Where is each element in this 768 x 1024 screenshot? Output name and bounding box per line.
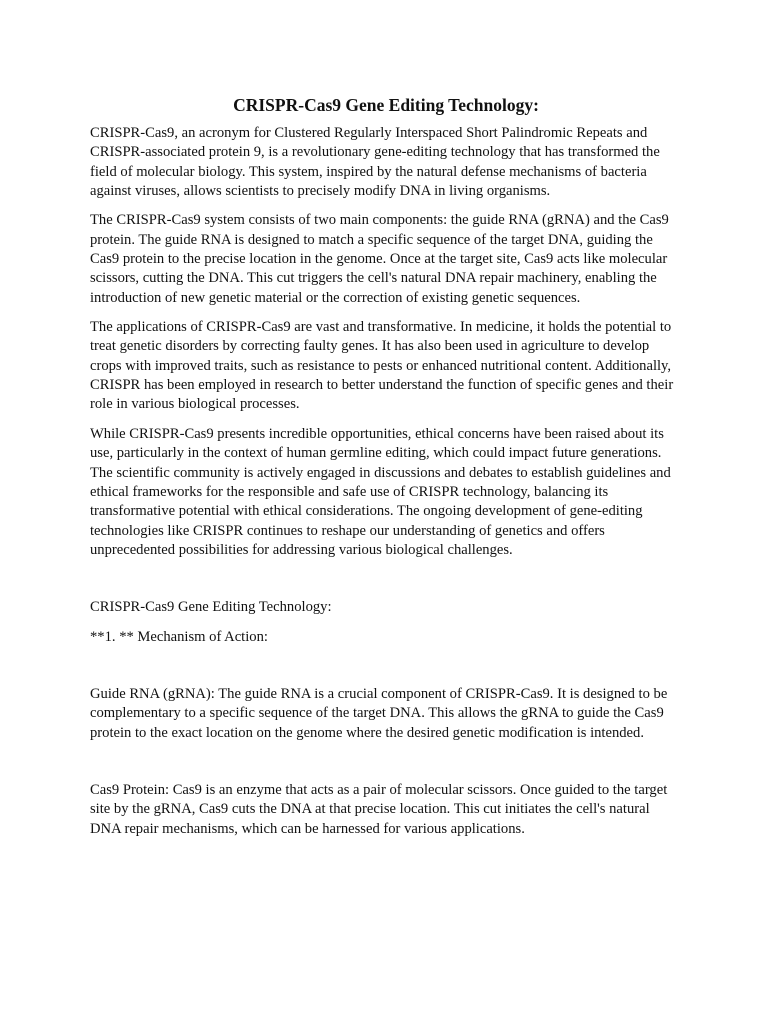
document-body (90, 94, 682, 839)
section-heading: CRISPR-Cas9 Gene Editing Technology: (90, 599, 332, 616)
paragraph-introduction: CRISPR-Cas9, an acronym for Clustered Regularly Interspaced Short Palindromic Repeats and CRISPR-associated protein 9, is a revolutionary gene-editing technology that has transformed the field of molecular biology. This system, inspired by the natural defense mechanisms of bacteria against viruses, allows scientists to precisely modify DNA in living organisms. (90, 125, 660, 200)
paragraph-applications: The applications of CRISPR-Cas9 are vast and transformative. In medicine, it holds the potential to treat genetic disorders by correcting faulty genes. It has also been used in agriculture to develop crops with improved traits, such as resistance to pests or enhanced nutritional content. Additionally, CRISPR has been employed in research to better understand the function of specific genes and their role in various biological processes. (90, 319, 674, 413)
paragraph-cas9-protein: Cas9 Protein: Cas9 is an enzyme that acts as a pair of molecular scissors. Once guided to the target site by the gRNA, Cas9 cuts the DNA at that precise location. This cut initiates the cell's natural DNA repair mechanisms, which can be harnessed for various applications. (90, 781, 668, 837)
paragraph-ethics: While CRISPR-Cas9 presents incredible opportunities, ethical concerns have been raised about its use, particularly in the context of human germline editing, which could impact future generations. The scientific community is actively engaged in discussions and debates to establish guidelines and ethical frameworks for the responsible and safe use of CRISPR technology, balancing its transformative potential with ethical considerations. The ongoing development of gene-editing technologies like CRISPR continues to reshape our understanding of genetics and offers unprecedented possibilities for addressing various biological challenges. (90, 425, 671, 558)
subsection-heading-mechanism: **1. ** Mechanism of Action: (90, 628, 268, 645)
document-title: CRISPR-Cas9 Gene Editing Technology: (233, 95, 539, 115)
paragraph-guide-rna: Guide RNA (gRNA): The guide RNA is a crucial component of CRISPR-Cas9. It is designed to be complementary to a specific sequence of the target DNA. This allows the gRNA to guide the Cas9 protein to the exact location on the genome where the desired genetic modification is intended. (90, 685, 668, 741)
paragraph-components: The CRISPR-Cas9 system consists of two main components: the guide RNA (gRNA) and the Cas9 protein. The guide RNA is designed to match a specific sequence of the target DNA, guiding the Cas9 protein to the precise location in the genome. Once at the target site, Cas9 acts like molecular scissors, cutting the DNA. This cut triggers the cell's natural DNA repair machinery, enabling the introduction of new genetic material or the correction of existing genetic sequences. (90, 212, 669, 306)
